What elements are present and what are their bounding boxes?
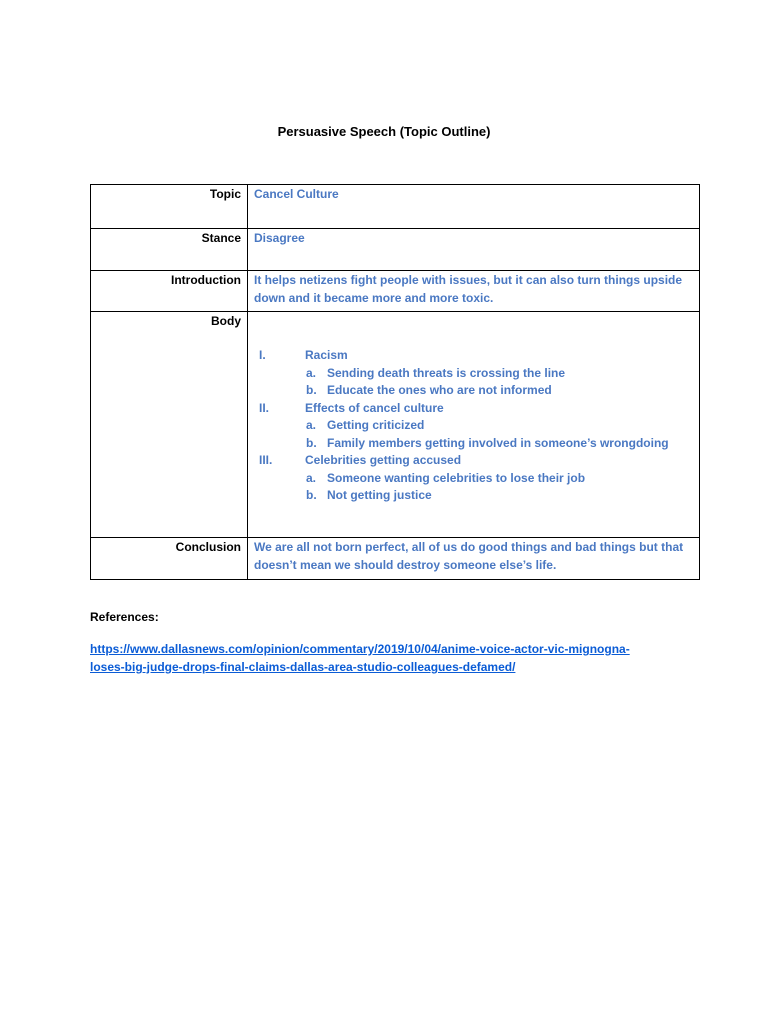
- outline-point-text: Celebrities getting accused: [305, 453, 462, 467]
- body-outline-list: [254, 347, 693, 505]
- outline-subpoint-text: Family members getting involved in someone’s wrongdoing: [327, 435, 669, 450]
- table-row-body: [91, 312, 700, 538]
- body-value: [248, 312, 700, 538]
- outline-point-text: Racism: [305, 348, 348, 362]
- outline-subpoint-text: Not getting justice: [327, 488, 432, 502]
- outline-point-text: Effects of cancel culture: [305, 400, 444, 415]
- outline-letter: a.: [306, 365, 317, 380]
- outline-subpoint-text: Someone wanting celebrities to lose their job: [327, 470, 586, 485]
- outline-subpoint: [254, 365, 693, 383]
- outline-numeral: I.: [259, 348, 266, 362]
- references-heading: References:: [90, 610, 159, 624]
- table-row-stance: [91, 229, 700, 271]
- outline-numeral: III.: [259, 453, 273, 467]
- outline-letter: a.: [306, 418, 317, 432]
- outline-subpoint: [254, 487, 693, 505]
- outline-point: [254, 452, 693, 470]
- conclusion-label: Conclusion: [91, 538, 248, 580]
- reference-link-line-1[interactable]: https://www.dallasnews.com/opinion/commentary/2019/10/04/anime-voice-actor-vic-mignogna-: [90, 642, 630, 656]
- outline-subpoint: [254, 470, 693, 488]
- reference-link[interactable]: [90, 640, 690, 676]
- outline-subpoint-text: Educate the ones who are not informed: [327, 383, 552, 397]
- reference-link-line-2[interactable]: loses-big-judge-drops-final-claims-dallas-area-studio-colleagues-defamed/: [90, 660, 516, 674]
- introduction-label: Introduction: [91, 271, 248, 312]
- topic-label: Topic: [91, 185, 248, 229]
- table-row-conclusion: [91, 538, 700, 580]
- body-label: Body: [91, 312, 248, 538]
- stance-label: Stance: [91, 229, 248, 271]
- outline-subpoint: [254, 435, 693, 453]
- document-title: Persuasive Speech (Topic Outline): [277, 124, 491, 139]
- outline-letter: b.: [306, 488, 317, 502]
- outline-subpoint: [254, 417, 693, 435]
- conclusion-value: We are all not born perfect, all of us do good things and bad things but that doesn’t mean we should destroy someone else’s life.: [248, 538, 700, 580]
- outline-subpoint: [254, 382, 693, 400]
- stance-value: Disagree: [248, 229, 700, 271]
- table-row-topic: [91, 185, 700, 229]
- topic-value: Cancel Culture: [248, 185, 700, 229]
- outline-point: [254, 400, 693, 418]
- table-row-introduction: [91, 271, 700, 312]
- outline-letter: b.: [306, 383, 317, 397]
- outline-letter: a.: [306, 470, 317, 485]
- outline-numeral: II.: [259, 400, 270, 415]
- outline-point: [254, 347, 693, 365]
- outline-subpoint-text: Sending death threats is crossing the line: [327, 365, 566, 380]
- outline-table: [90, 184, 700, 580]
- outline-subpoint-text: Getting criticized: [327, 418, 425, 432]
- introduction-value: It helps netizens fight people with issues, but it can also turn things upside down and it became more and more toxic.: [248, 271, 700, 312]
- outline-letter: b.: [306, 435, 317, 450]
